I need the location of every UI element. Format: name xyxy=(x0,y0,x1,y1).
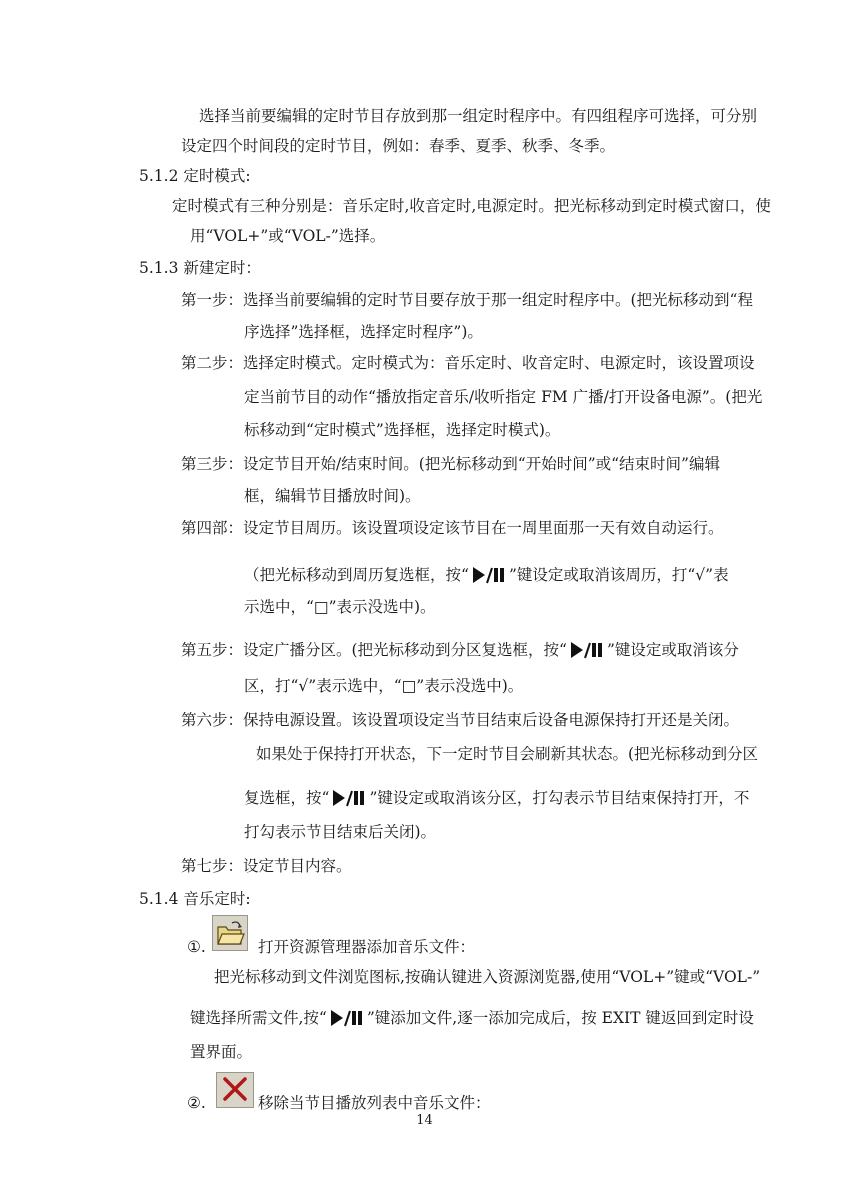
step3-line-1: 第三步：设定节目开始/结束时间。(把光标移动到“开始时间”或“结束时间”编辑 xyxy=(181,455,720,473)
step6-line-3-b: ”键设定或取消该分区，打勾表示节目结束保持打开，不 xyxy=(369,789,750,807)
step4-line-2 xyxy=(244,565,729,589)
step4-line-2-b: ”键设定或取消该周历，打“√”表 xyxy=(508,566,729,584)
item1-line-2-b: ”键添加文件,逐一添加完成后，按 EXIT 键返回到定时设 xyxy=(366,1009,754,1027)
step6-line-1: 第六步：保持电源设置。该设置项设定当节目结束后设备电源保持打开还是关闭。 xyxy=(181,711,740,729)
page-number: 14 xyxy=(416,1113,433,1128)
step3-line-2: 框，编辑节目播放时间)。 xyxy=(244,487,421,505)
item1-line-3: 置界面。 xyxy=(190,1043,253,1061)
step7-line: 第七步：设定节目内容。 xyxy=(181,857,352,875)
item1-title: 打开资源管理器添加音乐文件： xyxy=(258,938,476,956)
item2-number: ②. xyxy=(187,1094,206,1112)
step6-line-3 xyxy=(244,788,749,812)
step2-line-3: 标移动到“定时模式”选择框，选择定时模式)。 xyxy=(244,421,561,439)
step4-line-3: 示选中，“□”表示没选中)。 xyxy=(244,598,436,616)
s512-line-1: 定时模式有三种分别是：音乐定时,收音定时,电源定时。把光标移动到定时模式窗口，使 xyxy=(172,197,771,215)
section-heading-5-1-2: 5.1.2 定时模式: xyxy=(139,167,251,185)
step1-line-2: 序选择”选择框，选择定时程序”)。 xyxy=(244,323,483,341)
open-folder-icon xyxy=(212,915,248,951)
step2-line-1: 第二步：选择定时模式。定时模式为：音乐定时、收音定时、电源定时，该设置项设 xyxy=(181,354,755,372)
play-pause-icon xyxy=(331,789,367,812)
item1-line-1: 把光标移动到文件浏览图标,按确认键进入资源浏览器,使用“VOL+”键或“VOL-” xyxy=(214,968,761,986)
step6-line-4: 打勾表示节目结束后关闭)。 xyxy=(244,823,437,841)
step5-line-1-a: 第五步：设定广播分区。(把光标移动到分区复选框，按“ xyxy=(181,641,567,659)
step5-line-1-b: ”键设定或取消该分 xyxy=(606,641,739,659)
step5-line-2: 区，打“√”表示选中，“□”表示没选中)。 xyxy=(244,677,524,695)
step2-line-2: 定当前节目的动作“播放指定音乐/收听指定 FM 广播/打开设备电源”。(把光 xyxy=(244,388,763,406)
item1-line-2-a: 键选择所需文件,按“ xyxy=(190,1009,327,1027)
remove-x-icon xyxy=(216,1072,254,1108)
play-pause-icon xyxy=(471,566,507,589)
step1-line-1: 第一步：选择当前要编辑的定时节目要存放于那一组定时程序中。(把光标移动到“程 xyxy=(181,291,753,309)
section-heading-5-1-4: 5.1.4 音乐定时: xyxy=(139,890,251,908)
intro-line-1: 选择当前要编辑的定时节目存放到那一组定时程序中。有四组程序可选择，可分别 xyxy=(199,107,758,125)
step5-line-1 xyxy=(181,640,739,664)
step4-line-2-a: （把光标移动到周历复选框，按“ xyxy=(244,566,469,584)
play-pause-icon xyxy=(569,641,605,664)
item1-number: ①. xyxy=(187,938,206,956)
step6-line-3-a: 复选框，按“ xyxy=(244,789,330,807)
intro-line-2: 设定四个时间段的定时节目，例如：春季、夏季、秋季、冬季。 xyxy=(181,137,616,155)
step4-line-1: 第四部：设定节目周历。该设置项设定该节目在一周里面那一天有效自动运行。 xyxy=(181,519,724,537)
item1-line-2 xyxy=(190,1008,754,1032)
play-pause-icon xyxy=(329,1009,365,1032)
section-heading-5-1-3: 5.1.3 新建定时： xyxy=(139,259,261,277)
s512-line-2: 用“VOL+”或“VOL-”选择。 xyxy=(190,227,386,245)
step6-line-2: 如果处于保持打开状态，下一定时节目会刷新其状态。(把光标移动到分区 xyxy=(256,745,759,763)
item2-title: 移除当节目播放列表中音乐文件： xyxy=(258,1094,491,1112)
